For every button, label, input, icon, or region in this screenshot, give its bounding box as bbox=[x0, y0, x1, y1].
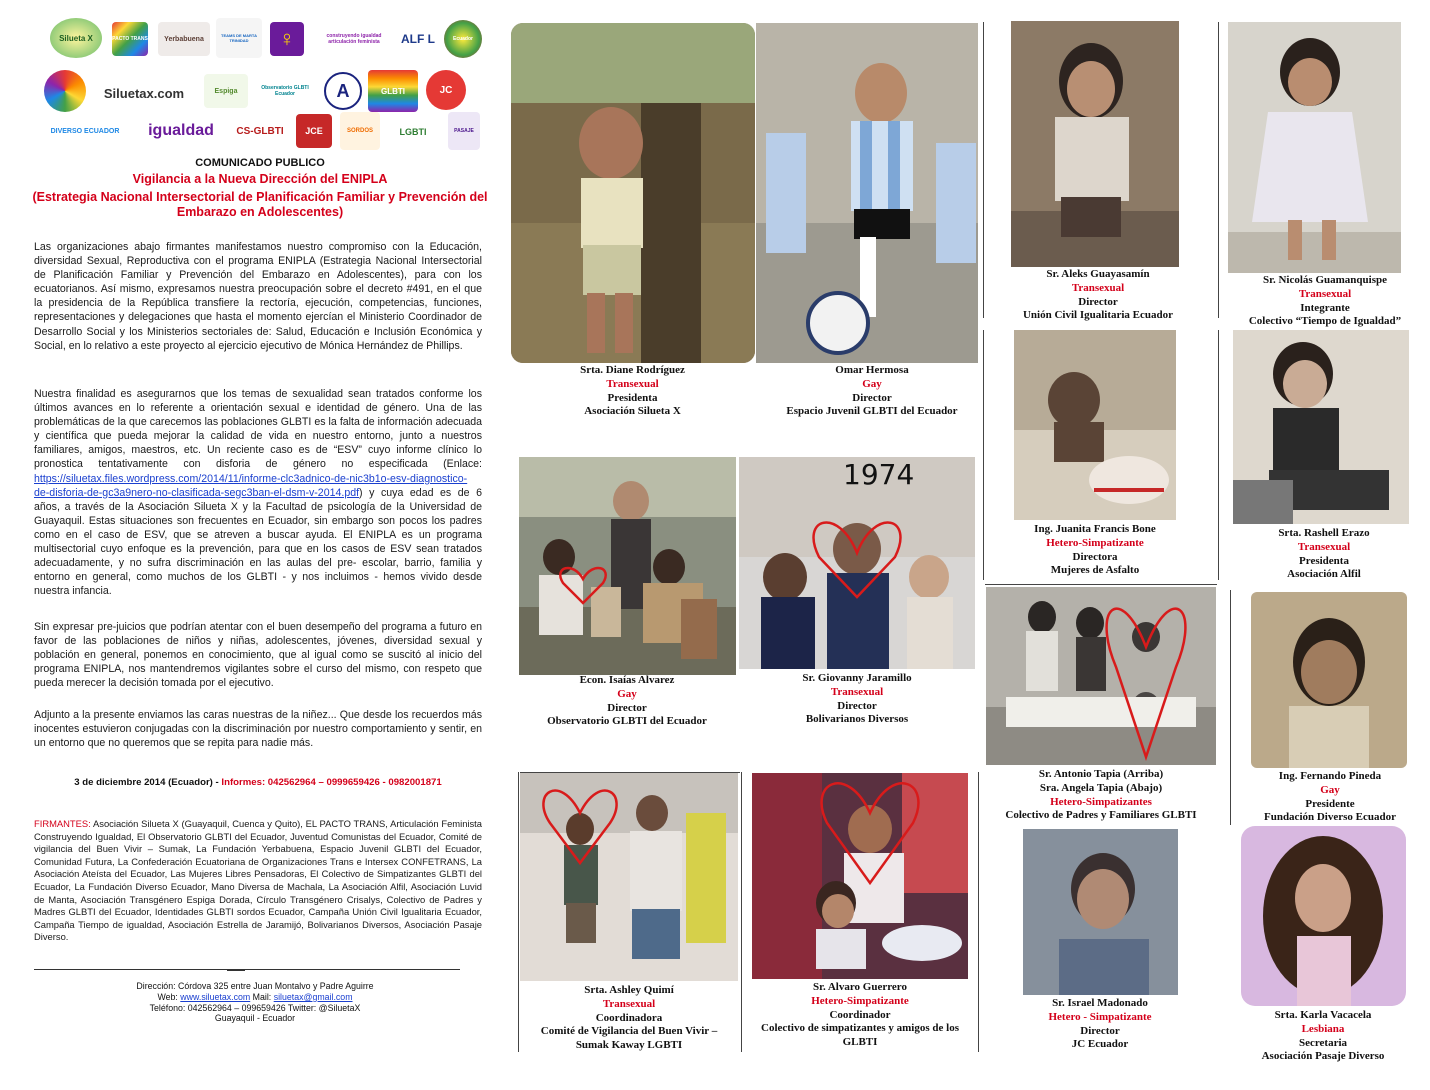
person-organization: Fundación Diverso Ecuador bbox=[1263, 811, 1396, 824]
column-divider bbox=[1218, 330, 1219, 580]
footer-web-mail bbox=[60, 992, 450, 1003]
column-divider bbox=[741, 772, 742, 1052]
person-role: Integrante bbox=[1300, 301, 1350, 314]
email-link[interactable]: siluetax@gmail.com bbox=[273, 991, 353, 1002]
column-divider bbox=[983, 22, 984, 318]
footer-contact bbox=[60, 981, 450, 1024]
photo-juanita-francis-bone bbox=[1014, 330, 1176, 520]
logo-diverso-ecuador: DIVERSO ECUADOR bbox=[44, 118, 126, 144]
caption-tapia-family bbox=[986, 768, 1216, 823]
caption-ashley-quimi bbox=[522, 984, 736, 1053]
logo-cs-glbti: CS-GLBTI bbox=[232, 118, 288, 144]
caption-omar-hermosa bbox=[752, 364, 992, 419]
logo-ecuador-seal: Ecuador bbox=[444, 20, 482, 58]
person-identity: Hetero - Simpatizante bbox=[1048, 1010, 1152, 1023]
caption-israel-madonado bbox=[1000, 997, 1200, 1052]
person-organization: Asociación Alfil bbox=[1287, 568, 1361, 581]
column-divider bbox=[1218, 22, 1219, 318]
person-name: Ing. Fernando Pineda bbox=[1278, 770, 1382, 782]
person-organization: Unión Civil Igualitaria Ecuador bbox=[1022, 309, 1174, 322]
person-organization: Colectivo “Tiempo de Igualdad” bbox=[1248, 315, 1402, 328]
caption-juanita-francis-bone bbox=[992, 523, 1198, 578]
logo-siluetax-com: Siluetax.com bbox=[94, 76, 194, 110]
person-identity: Hetero-Simpatizante bbox=[811, 994, 909, 1007]
person-name: Srta. Karla Vacacela bbox=[1274, 1009, 1372, 1021]
person-organization: JC Ecuador bbox=[1071, 1038, 1129, 1051]
caption-rashell-erazo bbox=[1226, 527, 1422, 582]
person-identity: Gay bbox=[1320, 783, 1340, 796]
paragraph-childhood: Adjunto a la presente enviamos las caras nuestras de la niñez... Que desde los recuerdos más inocentes estuvieron conjugadas con la discriminación por nuestro comportamiento y sentir, en un entorno que no queremos que se repita para nadie más. bbox=[34, 709, 482, 750]
footer-city: Guayaquil - Ecuador bbox=[214, 1013, 296, 1024]
person-role: Coordinadora bbox=[595, 1011, 663, 1024]
person-name: Srta. Rashell Erazo bbox=[1278, 527, 1370, 539]
logo-espiga-dorada: Espiga bbox=[204, 74, 248, 108]
footer-divider bbox=[34, 969, 460, 970]
person-identity: Transexual bbox=[1298, 287, 1352, 300]
person-role: Director bbox=[607, 701, 647, 714]
column-divider bbox=[978, 772, 979, 1052]
signatories-label: FIRMANTES: bbox=[34, 818, 91, 829]
row-divider bbox=[985, 584, 1217, 585]
person-organization: Asociación Pasaje Diverso bbox=[1261, 1050, 1385, 1063]
person-organization: Comité de Vigilancia del Buen Vivir – bbox=[540, 1025, 718, 1038]
caption-giovanny-jaramillo bbox=[752, 672, 962, 727]
paragraph-purpose-text: Nuestra finalidad es asegurarnos que los temas de sexualidad sean tratados conforme los últimos avances en lo referente a orientación sexual e identidad de género. Una de las problemáticas de la que carecemos las poblaciones GLBTI es la falta de información adecuada y científica que pueda mejorar la calidad de vida en nuestro entorno, junto a nuestros familiares, amigos, maestros, etc. Un reciente caso es de “ESV” cuyo informe clínico lo pronostica tentativamente con disforia de género no especificada (Enlace: bbox=[34, 388, 482, 471]
photo-karla-vacacela bbox=[1241, 826, 1406, 1006]
footer-address: Dirección: Córdova 325 entre Juan Montalvo y Padre Aguirre bbox=[136, 981, 374, 991]
caption-aleks-guayasamin bbox=[990, 268, 1206, 323]
person-organization: Observatorio GLBTI del Ecuador bbox=[547, 715, 707, 728]
logo-jce: JCE bbox=[296, 114, 332, 148]
photo-year-label: 1974 bbox=[843, 458, 915, 491]
caption-isaias-alvarez bbox=[522, 674, 732, 729]
person-role: Director bbox=[852, 391, 892, 404]
logo-silueta-x: Silueta X bbox=[50, 18, 102, 58]
photo-fernando-pineda bbox=[1251, 592, 1407, 768]
logo-sordos: SORDOS bbox=[340, 112, 380, 150]
signatories bbox=[34, 818, 482, 944]
logo-pacto-trans: PACTO TRANS bbox=[112, 22, 148, 56]
footer-mail-label: Mail: bbox=[250, 991, 274, 1002]
photo-aleks-guayasamin bbox=[1011, 21, 1179, 267]
paragraph-purpose bbox=[34, 387, 482, 598]
person-name: Ing. Juanita Francis Bone bbox=[1034, 523, 1156, 535]
person-organization: Mujeres de Asfalto bbox=[1050, 564, 1140, 577]
logo-pasaje-diverso: PASAJE bbox=[448, 112, 480, 150]
communique-subtitle: (Estrategia Nacional Intersectorial de Planificación Familiar y Prevención del Embarazo en Adolescentes) bbox=[32, 190, 488, 219]
paragraph-purpose-text-end: ) y cuya edad es de 6 años, a través de la Asociación Silueta X y la Facultad de psicología de la Universidad de Guayaquil. Estas situaciones son frecuentes en Ecuador, sin embargo son pocos los padres como en el caso de ESV, que se atreven a buscar ayuda. El ENIPLA es un programa multisectorial cuyo enfoque es la prevención, para que en los casos de ESV sean tratados adecuadamente, y no sufra discriminación en las aulas del pre- escolar, barrio, familia y entorno en general, como muchos de los GLBTI - y nos incluimos - hemos vivido desde nuestra infancia. bbox=[34, 486, 482, 598]
person-organization: Colectivo de simpatizantes y amigos de los bbox=[761, 1022, 959, 1035]
communique-label: COMUNICADO PUBLICO bbox=[195, 157, 325, 169]
logo-construyendo-igualdad: construyendo igualdad articulación feminista bbox=[316, 26, 392, 52]
logo-yerbabuena: Yerbabuena bbox=[158, 22, 210, 56]
person-identity: Hetero-Simpatizantes bbox=[1050, 795, 1152, 808]
logo-atheist: A bbox=[324, 72, 362, 110]
photo-diane-rodriguez bbox=[511, 23, 755, 363]
caption-alvaro-guerrero bbox=[744, 981, 976, 1050]
photo-isaias-alvarez bbox=[519, 457, 736, 675]
website-link[interactable]: www.siluetax.com bbox=[180, 991, 251, 1002]
caption-diane-rodriguez bbox=[530, 364, 735, 419]
person-name: Econ. Isaías Alvarez bbox=[579, 674, 675, 686]
logo-observatorio: Observatorio GLBTI Ecuador bbox=[256, 72, 314, 110]
person-role: Director bbox=[1080, 1024, 1120, 1037]
person-identity: Gay bbox=[862, 377, 882, 390]
person-name-second: Sra. Angela Tapia (Abajo) bbox=[1039, 781, 1163, 794]
date-contact-line bbox=[34, 777, 482, 788]
person-name: Sr. Antonio Tapia (Arriba) bbox=[1038, 768, 1164, 780]
person-role: Secretaria bbox=[1298, 1036, 1348, 1049]
person-identity: Lesbiana bbox=[1301, 1022, 1345, 1035]
person-identity: Transexual bbox=[830, 685, 884, 698]
column-divider bbox=[518, 772, 519, 1052]
person-name: Sr. Alvaro Guerrero bbox=[812, 981, 907, 993]
logo-rainbow-globe bbox=[44, 70, 86, 112]
caption-nicolas-guamanquispe bbox=[1222, 274, 1428, 329]
person-role: Presidenta bbox=[607, 391, 658, 404]
person-identity: Transexual bbox=[1071, 281, 1125, 294]
clinical-report-link[interactable]: https://siluetax.files.wordpress.com/2014/11/informe-clc3adnico-de-nic3b1o-esv-diagnostico-de-disforia-de-gc3a9nero-no-clasificada-segc3ban-el-dsm-v-2014.pdf bbox=[34, 472, 468, 499]
informes-phones: Informes: 042562964 – 0999659426 - 0982001871 bbox=[221, 777, 442, 788]
person-role: Director bbox=[837, 699, 877, 712]
caption-karla-vacacela bbox=[1228, 1009, 1418, 1064]
person-identity: Hetero-Simpatizante bbox=[1046, 536, 1144, 549]
person-name: Omar Hermosa bbox=[835, 364, 909, 376]
photo-israel-madonado bbox=[1023, 829, 1178, 995]
person-identity: Transexual bbox=[602, 997, 656, 1010]
person-identity: Gay bbox=[617, 687, 637, 700]
paragraph-vigilance: Sin expresar pre-juicios que podrían atentar con el buen desempeño del programa a futuro en favor de las poblaciones de niños y niñas, adolescentes, jóvenes, diversidad sexual y población en general, ponemos en conocimiento, que al igual como se suscitó al inicio del programa ENIPLA, nos mantendremos vigilantes sobre el curso del mismo, con respeto que pueda merecer la decisión tomada por el ejecutivo. bbox=[34, 621, 482, 690]
person-role: Presidente bbox=[1305, 797, 1355, 810]
logo-feminist-symbol: ♀ bbox=[270, 22, 304, 56]
signatories-list: Asociación Silueta X (Guayaquil, Cuenca y Quito), EL PACTO TRANS, Articulación Feminista Construyendo Igualdad, El Observatorio GLBTI del Ecuador, Juventud Comunistas del Ecuador, Comité de vigilancia del Buen Vivir – Sumak, La Fundación Yerbabuena, Espacio Juvenil GLBTI del Ecuador, Comunidad Futura, La Confederación Ecuatoriana de Organizaciones Trans e Intersex CONFETRANS, La Asociación Ateísta del Ecuador, Las Mujeres Libres Pensadoras, El Colectivo de Simpatizantes GLBTI del Ecuador, La Fundación Diverso Ecuador, Mano Diversa de Machala, La Asociación Alfil, Asociación Luvid de Manta, Asociación Transgénero Espiga Dorada, Círculo Transgénero Crisalys, Colectivo de Padres y Madres GLBTI del Ecuador, Identidades GLBTI sordos Ecuador, Campaña Unión Civil Igualitaria Ecuador, Campaña Tiempo de igualdad, Asociación Estrella de Jaramijó, Bolivarianos Diversos, Asociación Pasaje Diverso. bbox=[34, 818, 482, 943]
person-name: Sr. Israel Madonado bbox=[1052, 997, 1148, 1009]
person-identity: Transexual bbox=[606, 377, 659, 390]
photo-rashell-erazo bbox=[1233, 330, 1409, 524]
date-text: 3 de diciembre 2014 (Ecuador) - bbox=[74, 777, 222, 788]
footer-divider-mark bbox=[227, 970, 245, 971]
photo-nicolas-guamanquispe bbox=[1228, 22, 1401, 273]
logo-igualdad: igualdad bbox=[138, 118, 224, 144]
person-role: Coordinador bbox=[829, 1008, 891, 1021]
logo-heart: JC bbox=[426, 70, 466, 110]
person-organization-line2: GLBTI bbox=[842, 1036, 878, 1049]
person-name: Sr. Giovanny Jaramillo bbox=[802, 672, 912, 684]
person-role: Directora bbox=[1072, 550, 1118, 563]
footer-web-label: Web: bbox=[157, 991, 181, 1002]
logo-teams-marta: TEAMS DE MARTA TRINIDAD bbox=[216, 18, 262, 58]
person-organization: Bolivarianos Diversos bbox=[805, 713, 909, 726]
photo-ashley-quimi bbox=[520, 773, 738, 981]
paragraph-commitment: Las organizaciones abajo firmantes manifestamos nuestro compromiso con la Educación, diversidad Sexual, Reproductiva con el programa ENIPLA (Estrategia Nacional Intersectorial de Planificación Familiar y Prevención del Embarazo en Adolescentes), para con los ecuatorianos. Así mismo, expresamos nuestra preocupación sobre el decreto #491, en el que la presidencia de la República transfiere la rectoría, ejecución, competencias, funciones, representaciones y delegaciones que hasta el momento ejercían el Ministerio Coordinador de Desarrollo Social y los Ministerios sectoriales de: Salud, Educación e Inclusión Económica y Social, en lo relativo a este proyecto al ejercicio ejecutivo de Mónica Hernández de Phillips. bbox=[34, 241, 482, 352]
column-divider bbox=[1230, 590, 1231, 825]
photo-omar-hermosa bbox=[756, 23, 978, 363]
person-name: Sr. Nicolás Guamanquispe bbox=[1263, 274, 1387, 286]
person-name: Sr. Aleks Guayasamín bbox=[1046, 268, 1150, 280]
person-organization-line2: Sumak Kaway LGBTI bbox=[575, 1039, 683, 1052]
person-name: Srta. Ashley Quimí bbox=[584, 984, 674, 996]
logo-lgbti: LGBTI bbox=[388, 116, 438, 148]
person-name: Srta. Diane Rodríguez bbox=[580, 364, 685, 376]
logo-banner bbox=[38, 12, 488, 152]
person-identity: Transexual bbox=[1297, 540, 1351, 553]
logo-glbti-rainbow: GLBTI bbox=[368, 70, 418, 112]
logo-alfil: ALF L bbox=[398, 24, 438, 54]
photo-antonio-angela-tapia bbox=[986, 587, 1216, 765]
person-organization: Espacio Juvenil GLBTI del Ecuador bbox=[786, 405, 958, 418]
caption-fernando-pineda bbox=[1232, 770, 1428, 825]
person-organization: Asociación Silueta X bbox=[584, 405, 681, 418]
photo-alvaro-guerrero bbox=[752, 773, 968, 979]
person-role: Presidenta bbox=[1299, 554, 1349, 567]
person-organization: Colectivo de Padres y Familiares GLBTI bbox=[1005, 809, 1197, 822]
footer-phones: Teléfono: 042562964 – 099659426 Twitter: @SiluetaX bbox=[149, 1002, 361, 1013]
communique-title: Vigilancia a la Nueva Dirección del ENIPLA bbox=[132, 172, 388, 186]
person-role: Director bbox=[1078, 295, 1118, 308]
